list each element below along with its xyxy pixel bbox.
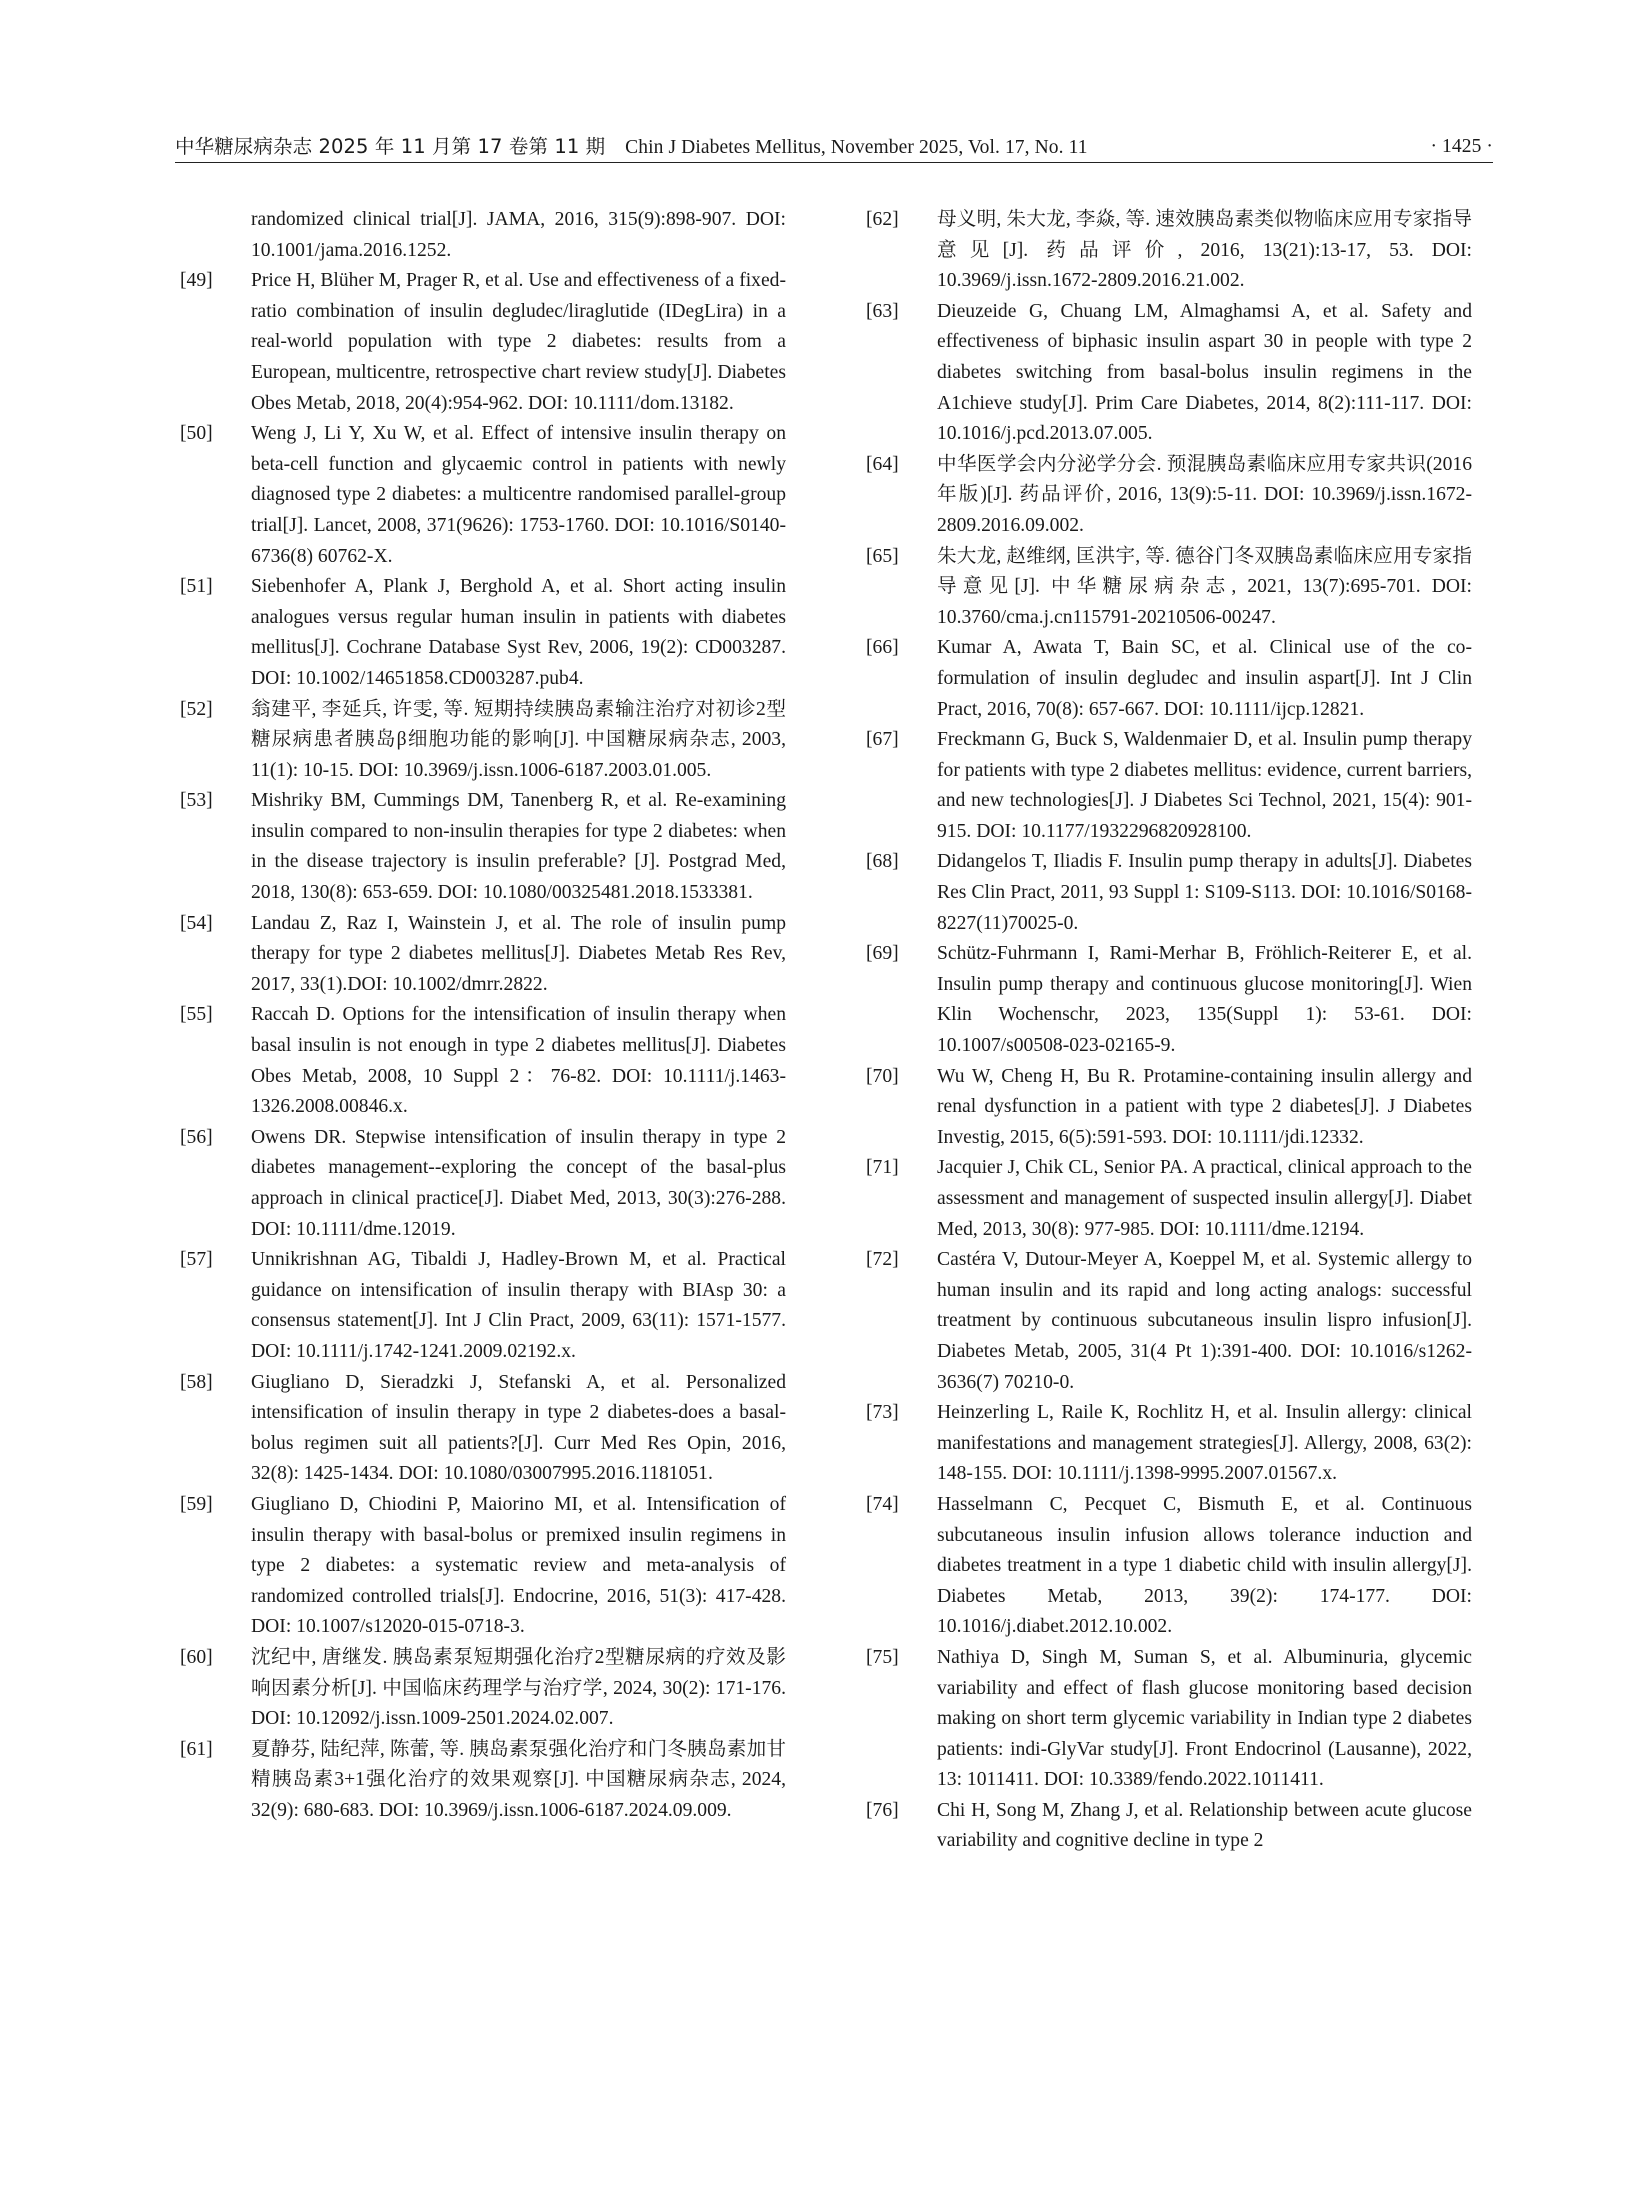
reference-entry (866, 1062, 1472, 1154)
reference-number: [66] (866, 637, 899, 659)
reference-text: 沈纪中, 唐继发. 胰岛素泵短期强化治疗2型糖尿病的疗效及影响因素分析[J]. 中国临床药理学与治疗学, 2024, 30(2): 171-176. DOI: 10.12092/j.issn.1009-2501.2024.02.007. (251, 1646, 786, 1730)
reference-text: Raccah D. Options for the intensification of insulin therapy when basal insulin is not enough in type 2 diabetes mellitus[J]. Diabetes Obes Metab, 2008, 10 Suppl 2：76-82. DOI: 10.1111/j.1463-1326.2008.00846.x. (251, 1004, 786, 1118)
reference-entry (866, 1398, 1472, 1490)
reference-number: [60] (180, 1646, 213, 1668)
reference-entry (180, 1643, 786, 1735)
reference-entry (180, 695, 786, 787)
reference-entry (866, 939, 1472, 1061)
reference-number: [58] (180, 1371, 213, 1393)
reference-text: 朱大龙, 赵维纲, 匡洪宇, 等. 德谷门冬双胰岛素临床应用专家指导意见[J]. 中华糖尿病杂志, 2021, 13(7):695-701. DOI: 10.3760/cma.j.cn115791-20210506-00247. (937, 545, 1472, 628)
reference-entry (180, 1245, 786, 1367)
journal-name-en: Chin J Diabetes Mellitus, November 2025, Vol. 17, No. 11 (625, 137, 1088, 158)
reference-entry (180, 266, 786, 419)
reference-text: randomized clinical trial[J]. JAMA, 2016, 315(9):898-907. DOI: 10.1001/jama.2016.1252. (251, 209, 786, 261)
reference-text: Schütz-Fuhrmann I, Rami-Merhar B, Fröhlich-Reiterer E, et al. Insulin pump therapy and continuous glucose monitoring[J]. Wien Klin Wochenschr, 2023, 135(Suppl 1): 53-61. DOI: 10.1007/s00508-023-02165-9. (937, 943, 1472, 1057)
reference-entry (180, 419, 786, 572)
journal-name-cn: 中华糖尿病杂志 2025 年 11 月第 17 卷第 11 期 (175, 135, 606, 158)
reference-number: [52] (180, 698, 213, 720)
reference-column-left (180, 205, 786, 1826)
reference-text: Landau Z, Raz I, Wainstein J, et al. The role of insulin pump therapy for type 2 diabetes mellitus[J]. Diabetes Metab Res Rev, 2017, 33(1).DOI: 10.1002/dmrr.2822. (251, 912, 786, 995)
reference-text: Weng J, Li Y, Xu W, et al. Effect of intensive insulin therapy on beta-cell function and glycaemic control in patients with newly diagnosed type 2 diabetes: a multicentre randomised parallel-group trial[J]. Lancet, 2008, 371(9626): 1753-1760. DOI: 10.1016/S0140-6736(8) 60762-X. (251, 423, 786, 567)
header-rule (175, 162, 1493, 163)
reference-number: [59] (180, 1493, 213, 1515)
reference-number: [64] (866, 453, 899, 475)
reference-number: [69] (866, 943, 899, 965)
reference-entry (180, 1490, 786, 1643)
reference-text: Owens DR. Stepwise intensification of insulin therapy in type 2 diabetes management--exploring the concept of the basal-plus approach in clinical practice[J]. Diabet Med, 2013, 30(3):276-288. DOI: 10.1111/dme.12019. (251, 1126, 786, 1240)
reference-number: [53] (180, 790, 213, 812)
reference-entry (180, 1735, 786, 1827)
reference-number: [63] (866, 300, 899, 322)
reference-text: 夏静芬, 陆纪萍, 陈蕾, 等. 胰岛素泵强化治疗和门冬胰岛素加甘精胰岛素3+1强化治疗的效果观察[J]. 中国糖尿病杂志, 2024, 32(9): 680-683. DOI: 10.3969/j.issn.1006-6187.2024.09.009. (251, 1738, 786, 1821)
reference-number: [51] (180, 576, 213, 598)
reference-number: [70] (866, 1065, 899, 1087)
reference-number: [67] (866, 729, 899, 751)
reference-entry (866, 450, 1472, 542)
reference-entry (866, 297, 1472, 450)
running-header (175, 130, 1493, 164)
reference-number: [50] (180, 423, 213, 445)
reference-number: [56] (180, 1126, 213, 1148)
reference-number: [62] (866, 209, 899, 230)
reference-text: Didangelos T, Iliadis F. Insulin pump therapy in adults[J]. Diabetes Res Clin Pract, 2011, 93 Suppl 1: S109-S113. DOI: 10.1016/S0168-8227(11)70025-0. (937, 851, 1472, 934)
reference-text: Unnikrishnan AG, Tibaldi J, Hadley-Brown M, et al. Practical guidance on intensification of insulin therapy with BIAsp 30: a consensus statement[J]. Int J Clin Pract, 2009, 63(11): 1571-1577. DOI: 10.1111/j.1742-1241.2009.02192.x. (251, 1249, 786, 1362)
reference-number: [57] (180, 1249, 213, 1271)
reference-entry (866, 1245, 1472, 1398)
reference-text: Chi H, Song M, Zhang J, et al. Relationship between acute glucose variability and cognitive decline in type 2 (937, 1799, 1472, 1852)
reference-text: Giugliano D, Chiodini P, Maiorino MI, et al. Intensification of insulin therapy with basal-bolus or premixed insulin regimens in type 2 diabetes: a systematic review and meta-analysis of randomized controlled trials[J]. Endocrine, 2016, 51(3): 417-428. DOI: 10.1007/s12020-015-0718-3. (251, 1493, 786, 1638)
reference-text: Castéra V, Dutour-Meyer A, Koeppel M, et al. Systemic allergy to human insulin and its rapid and long acting analogs: successful treatment by continuous subcutaneous insulin lispro infusion[J]. Diabetes Metab, 2005, 31(4 Pt 1):391-400. DOI: 10.1016/s1262-3636(7) 70210-0. (937, 1249, 1472, 1393)
reference-text: 母义明, 朱大龙, 李焱, 等. 速效胰岛素类似物临床应用专家指导意见[J]. 药品评价, 2016, 13(21):13-17, 53. DOI: 10.3969/j.issn.1672-2809.2016.21.002. (937, 209, 1472, 292)
reference-entry (866, 1153, 1472, 1245)
reference-entry (180, 909, 786, 1001)
reference-entry (866, 1796, 1472, 1857)
reference-text: Nathiya D, Singh M, Suman S, et al. Albuminuria, glycemic variability and effect of flash glucose monitoring based decision making on short term glycemic variability in Indian type 2 diabetes patients: indi-GlyVar study[J]. Front Endocrinol (Lausanne), 2022, 13: 1011411. DOI: 10.3389/fendo.2022.1011411. (937, 1646, 1472, 1791)
reference-number: [55] (180, 1004, 213, 1026)
reference-number: [61] (180, 1738, 213, 1760)
reference-text: Freckmann G, Buck S, Waldenmaier D, et al. Insulin pump therapy for patients with type 2 diabetes mellitus: evidence, current barriers, and new technologies[J]. J Diabetes Sci Technol, 2021, 15(4): 901-915. DOI: 10.1177/1932296820928100. (937, 729, 1472, 842)
reference-number: [65] (866, 545, 899, 567)
reference-entry (180, 572, 786, 694)
reference-entry (866, 1490, 1472, 1643)
reference-number: [74] (866, 1493, 899, 1515)
reference-text: Mishriky BM, Cummings DM, Tanenberg R, et al. Re-examining insulin compared to non-insulin therapies for type 2 diabetes: when in the disease trajectory is insulin preferable? [J]. Postgrad Med, 2018, 130(8): 653-659. DOI: 10.1080/00325481.2018.1533381. (251, 790, 786, 904)
page-number: · 1425 · (1430, 136, 1493, 157)
reference-entry (180, 1000, 786, 1122)
reference-number: [72] (866, 1249, 899, 1271)
reference-entry (180, 786, 786, 908)
reference-text: Heinzerling L, Raile K, Rochlitz H, et al. Insulin allergy: clinical manifestations and management strategies[J]. Allergy, 2008, 63(2): 148-155. DOI: 10.1111/j.1398-9995.2007.01567.x. (937, 1402, 1472, 1485)
reference-number: [76] (866, 1799, 899, 1821)
reference-text: Price H, Blüher M, Prager R, et al. Use and effectiveness of a fixed-ratio combination of insulin degludec/liraglutide (IDegLira) in a real-world population with type 2 diabetes: results from a European, multicentre, retrospective chart review study[J]. Diabetes Obes Metab, 2018, 20(4):954-962. DOI: 10.1111/dom.13182. (251, 270, 786, 414)
reference-entry (866, 1643, 1472, 1796)
reference-entry (180, 1368, 786, 1490)
reference-text: 翁建平, 李延兵, 许雯, 等. 短期持续胰岛素输注治疗对初诊2型糖尿病患者胰岛β细胞功能的影响[J]. 中国糖尿病杂志, 2003, 11(1): 10-15. DOI: 10.3969/j.issn.1006-6187.2003.01.005. (251, 698, 786, 781)
reference-text: Wu W, Cheng H, Bu R. Protamine-containing insulin allergy and renal dysfunction in a patient with type 2 diabetes[J]. J Diabetes Investig, 2015, 6(5):591-593. DOI: 10.1111/jdi.12332. (937, 1065, 1472, 1148)
reference-entry (866, 725, 1472, 847)
reference-number: [71] (866, 1157, 899, 1179)
journal-citation (175, 130, 1088, 165)
reference-text: Kumar A, Awata T, Bain SC, et al. Clinical use of the co-formulation of insulin degludec and insulin aspart[J]. Int J Clin Pract, 2016, 70(8): 657-667. DOI: 10.1111/ijcp.12821. (937, 637, 1472, 720)
reference-entry (180, 205, 786, 266)
reference-text: Hasselmann C, Pecquet C, Bismuth E, et al. Continuous subcutaneous insulin infusion allows tolerance induction and diabetes treatment in a type 1 diabetic child with insulin allergy[J]. Diabetes Metab, 2013, 39(2): 174-177. DOI: 10.1016/j.diabet.2012.10.002. (937, 1493, 1472, 1638)
reference-number: [49] (180, 270, 213, 292)
reference-text: Siebenhofer A, Plank J, Berghold A, et al. Short acting insulin analogues versus regular human insulin in patients with diabetes mellitus[J]. Cochrane Database Syst Rev, 2006, 19(2): CD003287. DOI: 10.1002/14651858.CD003287.pub4. (251, 576, 786, 689)
reference-text: Jacquier J, Chik CL, Senior PA. A practical, clinical approach to the assessment and management of suspected insulin allergy[J]. Diabet Med, 2013, 30(8): 977-985. DOI: 10.1111/dme.12194. (937, 1157, 1472, 1240)
reference-text: 中华医学会内分泌学分会. 预混胰岛素临床应用专家共识(2016年版)[J]. 药品评价, 2016, 13(9):5-11. DOI: 10.3969/j.issn.1672-2809.2016.09.002. (937, 453, 1472, 536)
reference-entry (180, 1123, 786, 1245)
reference-column-right (866, 205, 1472, 1857)
reference-entry (866, 847, 1472, 939)
reference-entry (866, 633, 1472, 725)
reference-text: Giugliano D, Sieradzki J, Stefanski A, et al. Personalized intensification of insulin therapy in type 2 diabetes-does a basal-bolus regimen suit all patients?[J]. Curr Med Res Opin, 2016, 32(8): 1425-1434. DOI: 10.1080/03007995.2016.1181051. (251, 1371, 786, 1485)
reference-number: [68] (866, 851, 899, 873)
reference-number: [75] (866, 1646, 899, 1668)
reference-number: [73] (866, 1402, 899, 1424)
reference-text: Dieuzeide G, Chuang LM, Almaghamsi A, et al. Safety and effectiveness of biphasic insulin aspart 30 in people with type 2 diabetes switching from basal-bolus insulin regimens in the A1chieve study[J]. Prim Care Diabetes, 2014, 8(2):111-117. DOI: 10.1016/j.pcd.2013.07.005. (937, 300, 1472, 445)
reference-entry (866, 205, 1472, 297)
reference-number: [54] (180, 912, 213, 934)
reference-entry (866, 542, 1472, 634)
